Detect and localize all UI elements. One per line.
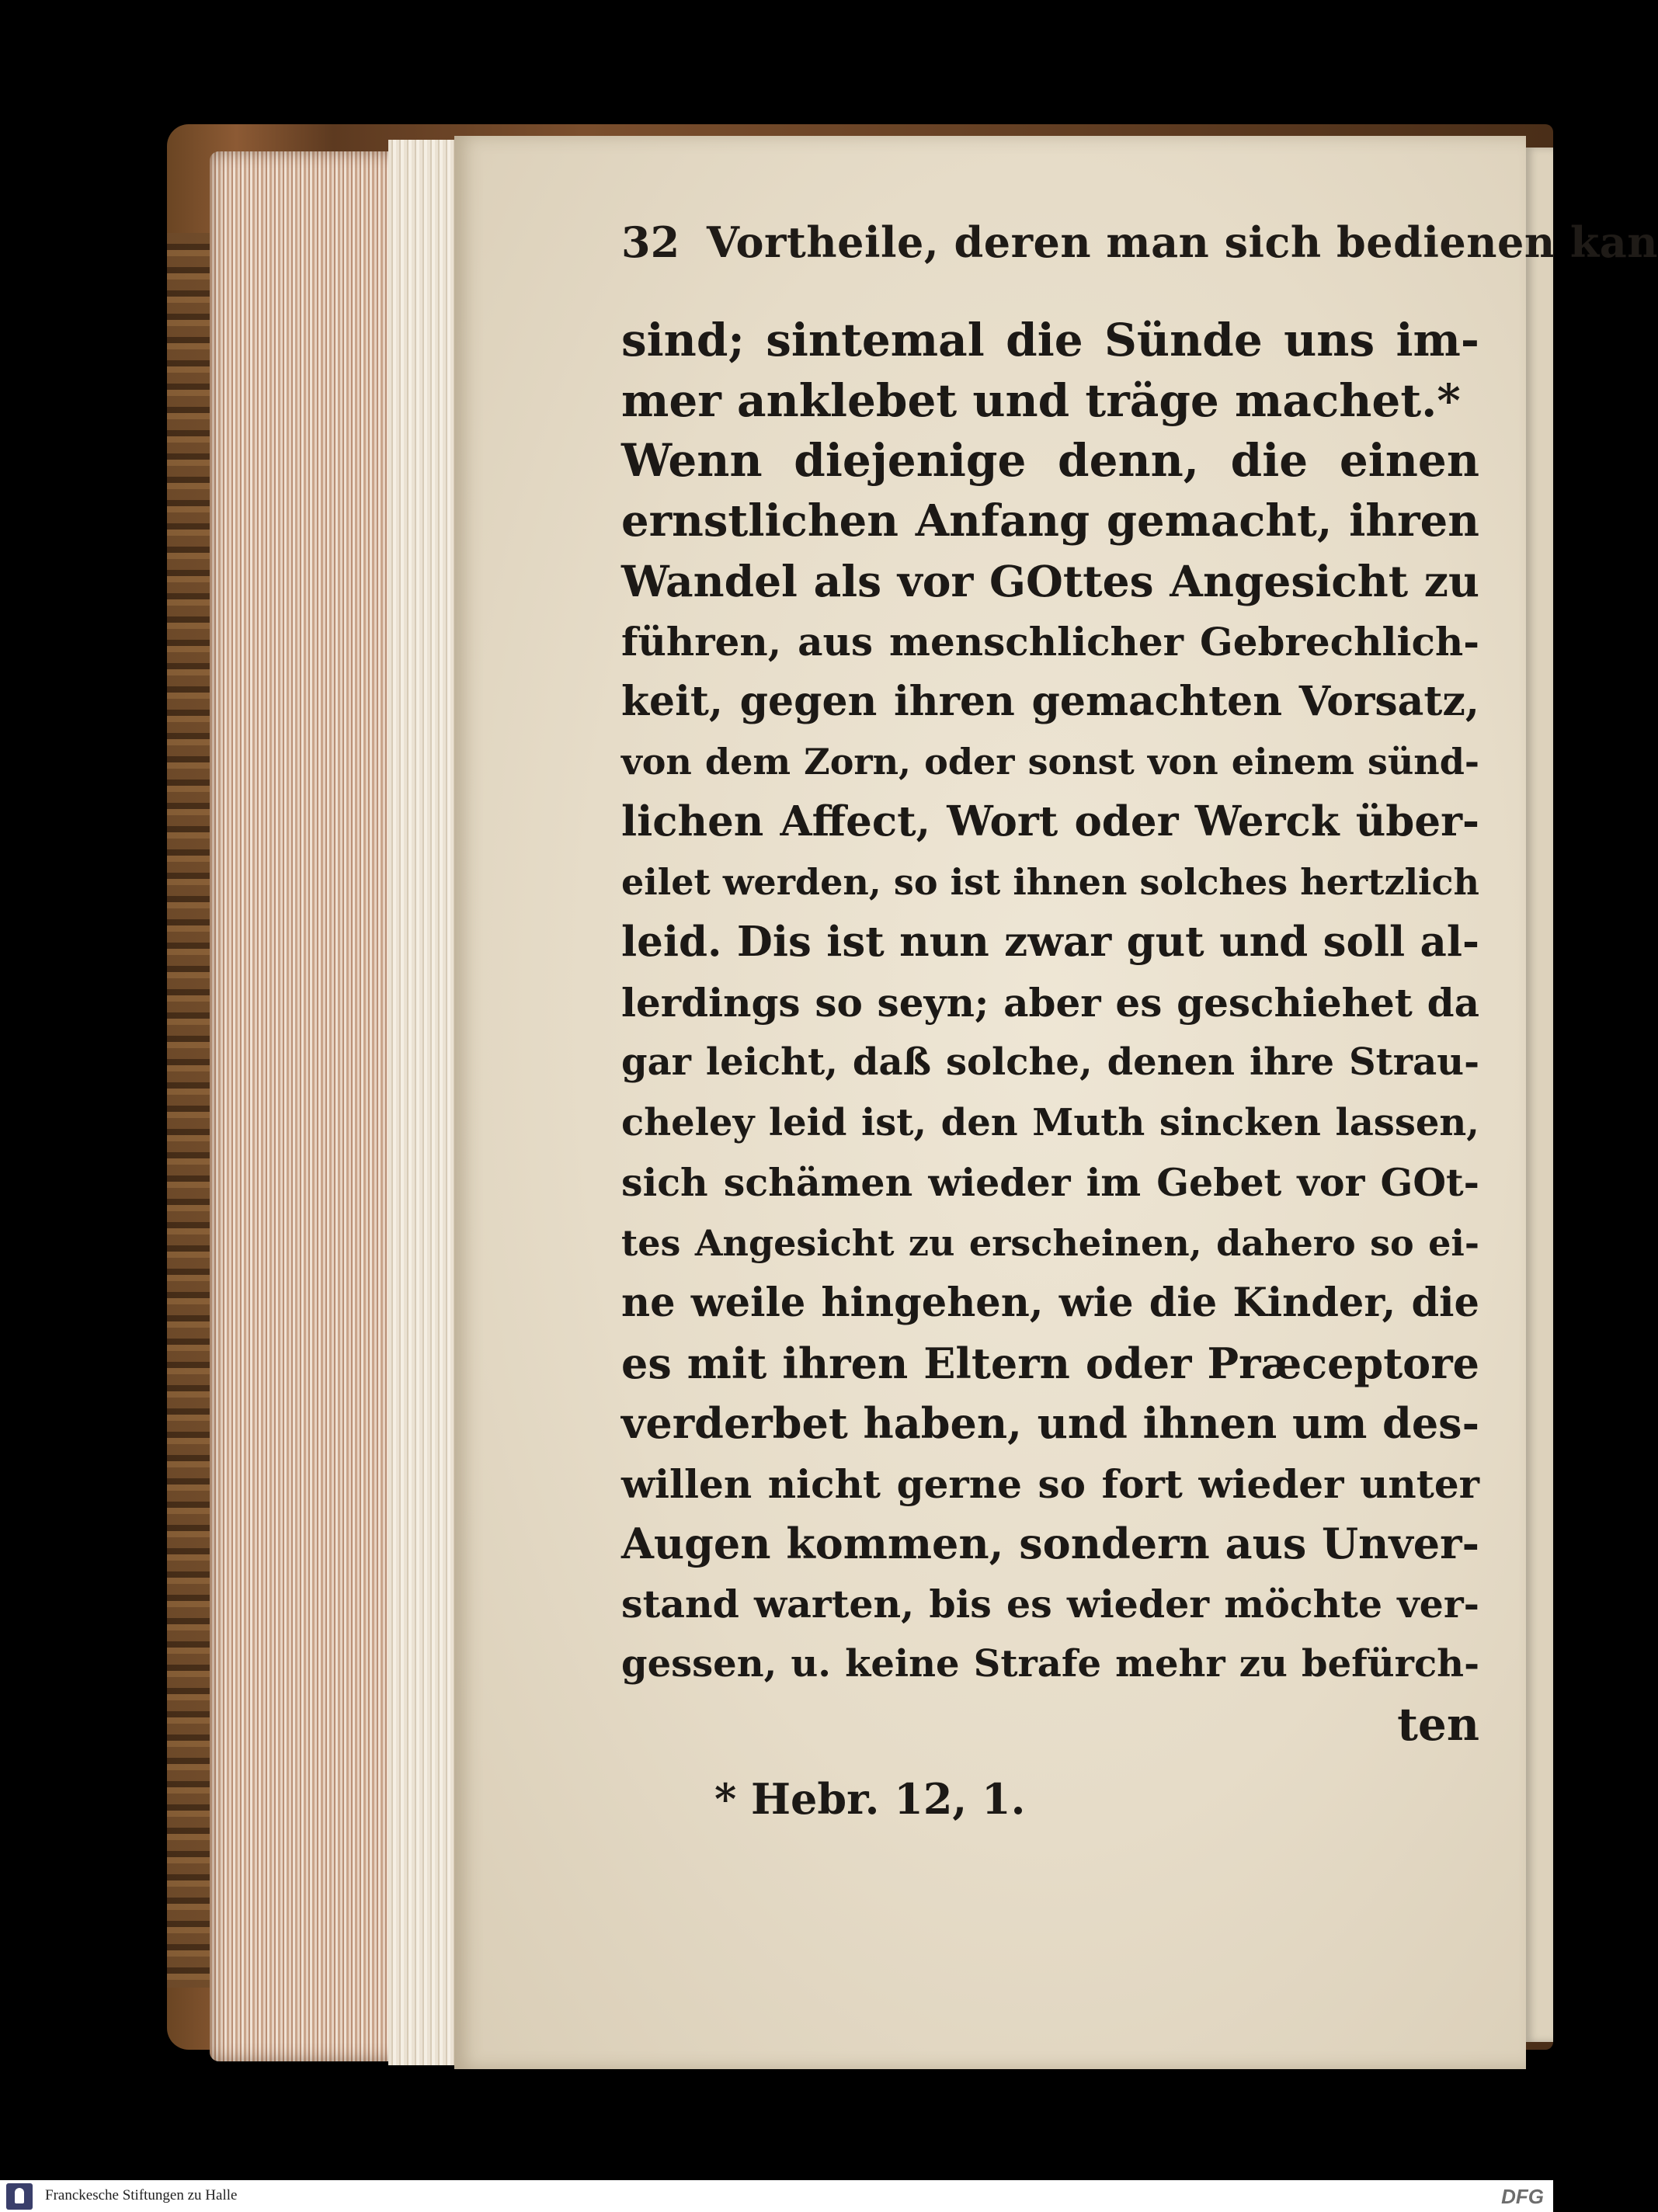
text-line: sind; sintemal die Sünde uns im- [621,314,1479,366]
text-line: willen nicht gerne so fort wieder unter [621,1460,1479,1507]
dfg-logo: DFG [1501,2185,1544,2208]
text-line: Wandel als vor GOttes Angesicht zu [621,556,1479,606]
text-line: lerdings so seyn; aber es geschiehet da [621,979,1479,1026]
page-number: 32 [621,217,680,267]
text-line: führen, aus menschlicher Gebrechlich- [621,618,1479,665]
text-line: verderbet haben, und ihnen um des- [621,1398,1479,1448]
text-line: gessen, u. keine Strafe mehr zu befürch- [621,1642,1479,1686]
text-line: ernstlichen Anfang gemacht, ihren [621,495,1479,547]
text-line: Wenn diejenige denn, die einen [621,434,1479,487]
text-line: mer anklebet und träge machet.* [621,373,1461,427]
text-line: gar leicht, daß solche, denen ihre Strau- [621,1040,1479,1084]
running-title: Vortheile, deren man sich bedienen kan [707,217,1658,267]
text-line: lichen Affect, Wort oder Werck über- [621,797,1479,846]
catchword: ten [1397,1697,1479,1751]
institution-logo-icon [6,2183,33,2210]
text-line: es mit ihren Eltern oder Præceptore [621,1338,1479,1388]
text-line: von dem Zorn, oder sonst von einem sünd- [621,740,1479,783]
text-line: Augen kommen, sondern aus Unver- [621,1519,1479,1568]
text-line: eilet werden, so ist ihnen solches hertzlich [621,860,1479,903]
text-line: ne weile hingehen, wie die Kinder, die [621,1280,1479,1326]
footnote: * Hebr. 12, 1. [714,1774,1026,1824]
page-edges-inner [388,140,458,2065]
institution-name: Franckesche Stiftungen zu Halle [45,2187,238,2203]
text-line: stand warten, bis es wieder möchte ver- [621,1581,1479,1627]
text-line: keit, gegen ihren gemachten Vorsatz, [621,678,1479,725]
text-line: tes Angesicht zu erscheinen, dahero so ei- [621,1221,1479,1264]
footer-bar [0,2180,1553,2212]
body-text [621,311,1479,1755]
text-line: sich schämen wieder im Gebet vor GOt- [621,1160,1479,1205]
page-header [621,217,1658,272]
facing-page-edge [1526,148,1553,2042]
text-line: leid. Dis ist nun zwar gut und soll al- [621,918,1479,966]
text-line: cheley leid ist, den Muth sincken lassen, [621,1100,1479,1144]
